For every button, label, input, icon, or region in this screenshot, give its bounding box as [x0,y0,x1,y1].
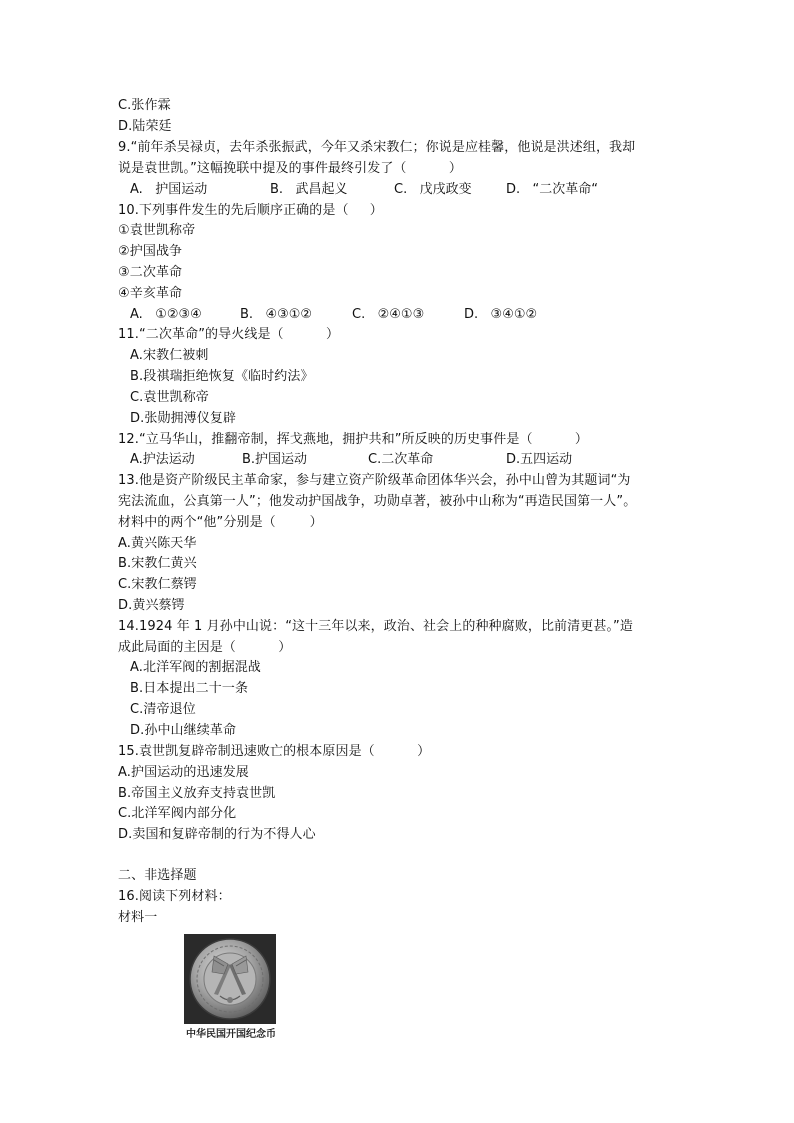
q10-item-2: ②护国战争 [118,244,183,259]
q15-option-a: A.护国运动的迅速发展 [118,765,249,780]
q10-item-3: ③二次革命 [118,265,183,280]
q12-option-a: A.护法运动 [130,452,195,467]
q11-option-d: D.张勋拥溥仪复辟 [130,411,237,426]
q14-option-d: D.孙中山继续革命 [130,723,237,738]
q12-stem: 12.“立马华山，推翻帝制，挥戈燕地，拥护共和”所反映的历史事件是（ ） [118,432,588,447]
commemorative-coin-icon [184,934,276,1024]
q9-stem-line1: 9.“前年杀吴禄贞，去年杀张振武，今年又杀宋教仁；你说是应桂馨，他说是洪述组，我却 [118,140,636,155]
q13-stem-line3: 材料中的两个“他”分别是（ ） [118,515,323,530]
q9-stem-line2: 说是袁世凯。”这幅挽联中提及的事件最终引发了（ ） [118,161,462,176]
q14-stem-line1: 14.1924 年 1 月孙中山说：“这十三年以来，政治、社会上的种种腐败，比前清更甚。”造 [118,619,633,634]
q10-item-4: ④辛亥革命 [118,286,183,301]
q13-stem-line1: 13.他是资产阶级民主革命家，参与建立资产阶级革命团体华兴会，孙中山曾为其题词“为 [118,473,631,488]
q12-option-b: B.护国运动 [242,452,308,467]
q11-option-a: A.宋教仁被刺 [130,348,209,363]
q12-option-d: D.五四运动 [506,452,573,467]
q13-option-c: C.宋教仁蔡锷 [118,577,197,592]
q12-options [130,450,690,470]
q10-stem: 10.下列事件发生的先后顺序正确的是（ ） [118,203,383,218]
q8-option-c: C.张作霖 [118,98,171,113]
q15-option-b: B.帝国主义放弃支持袁世凯 [118,786,276,801]
q16-stem: 16.阅读下列材料： [118,889,231,904]
q11-stem: 11.“二次革命”的导火线是（ ） [118,327,340,342]
q13-option-a: A.黄兴陈天华 [118,536,197,551]
q10-option-d: D. ③④①② [464,307,538,322]
coin-photo [184,934,276,1024]
q9-option-d: D. “二次革命“ [506,182,599,197]
section-heading-nonchoice: 二、非选择题 [118,868,197,883]
q8-option-d: D.陆荣廷 [118,119,172,134]
coin-caption: 中华民国开国纪念币 [186,1029,276,1040]
q14-option-b: B.日本提出二十一条 [130,681,249,696]
q9-option-b: B. 武昌起义 [270,182,348,197]
q15-stem: 15.袁世凯复辟帝制迅速败亡的根本原因是（ ） [118,744,431,759]
q9-option-c: C. 戊戌政变 [394,182,472,197]
q13-stem-line2: 宪法流血，公真第一人”；他发动护国战争，功勋卓著，被孙中山称为“再造民国第一人”。 [118,494,637,509]
q13-option-d: D.黄兴蔡锷 [118,598,185,613]
q13-option-b: B.宋教仁黄兴 [118,556,197,571]
q10-options [130,305,690,325]
q11-option-b: B.段祺瑞拒绝恢复《临时约法》 [130,369,314,384]
q10-option-a: A. ①②③④ [130,307,202,322]
q9-option-a: A. 护国运动 [130,182,208,197]
q10-item-1: ①袁世凯称帝 [118,223,196,238]
q15-option-d: D.卖国和复辟帝制的行为不得人心 [118,827,316,842]
q14-stem-line2: 成此局面的主因是（ ） [118,640,292,655]
q11-option-c: C.袁世凯称帝 [130,390,209,405]
material-one-label: 材料一 [118,910,158,925]
q14-option-a: A.北洋军阀的割据混战 [130,660,261,675]
q10-option-c: C. ②④①③ [352,307,425,322]
q12-option-c: C.二次革命 [368,452,434,467]
q10-option-b: B. ④③①② [240,307,313,322]
q14-option-c: C.清帝退位 [130,702,196,717]
q9-options [130,180,690,200]
q15-option-c: C.北洋军阀内部分化 [118,806,237,821]
